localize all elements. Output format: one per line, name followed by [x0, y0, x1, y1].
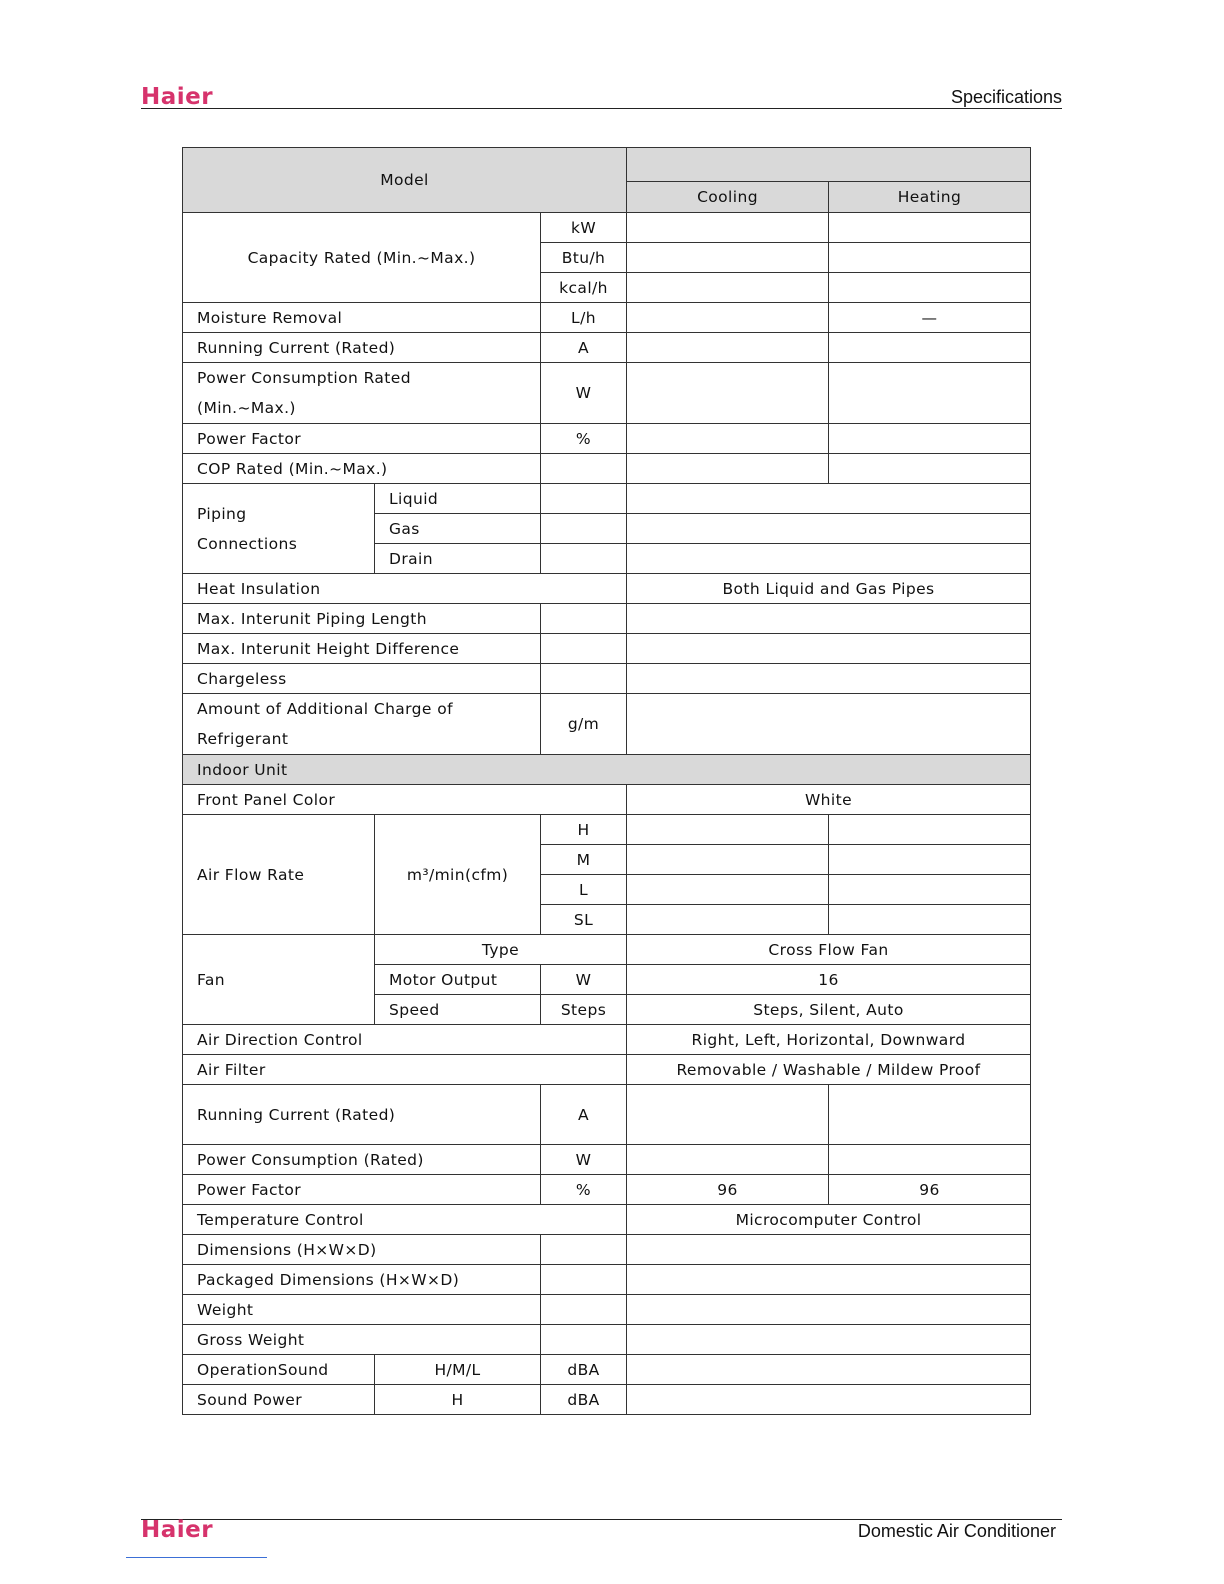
haier-logo-footer: Haier: [141, 1517, 214, 1543]
heating-value: —: [829, 303, 1031, 333]
unit-label: Steps: [541, 995, 627, 1025]
value-cell: [627, 514, 1031, 544]
value-cell: [627, 1385, 1031, 1415]
footer-title: Domestic Air Conditioner: [857, 1521, 1056, 1541]
sub-label: H: [375, 1385, 541, 1415]
unit-label: [541, 1325, 627, 1355]
row-label: Moisture Removal: [183, 303, 541, 333]
section-title: Specifications: [950, 87, 1062, 107]
row-label: Chargeless: [183, 664, 541, 694]
value-cell: [627, 544, 1031, 574]
value-cell: [627, 1265, 1031, 1295]
heating-value: [829, 905, 1031, 935]
table-row: [183, 1175, 1031, 1205]
row-label: Temperature Control: [183, 1205, 627, 1235]
row-label: Running Current (Rated): [183, 1085, 541, 1145]
sub-label: H/M/L: [375, 1355, 541, 1385]
unit-label: [541, 544, 627, 574]
row-label: OperationSound: [183, 1355, 375, 1385]
table-row: [183, 1325, 1031, 1355]
value-cell: [627, 634, 1031, 664]
unit-label: %: [541, 1175, 627, 1205]
row-label: Power Factor: [183, 424, 541, 454]
unit-label: %: [541, 424, 627, 454]
heating-value: [829, 363, 1031, 424]
row-label-line: (Min.~Max.): [197, 399, 296, 417]
cooling-value: [627, 273, 829, 303]
unit-label: [541, 1235, 627, 1265]
unit-label: [541, 1295, 627, 1325]
unit-label: [541, 634, 627, 664]
piping-item: Gas: [375, 514, 541, 544]
unit-label: W: [541, 363, 627, 424]
value-cell: Steps, Silent, Auto: [627, 995, 1031, 1025]
heating-header: Heating: [829, 182, 1031, 213]
unit-label: [541, 664, 627, 694]
table-row: [183, 604, 1031, 634]
table-row: [183, 574, 1031, 604]
cooling-value: 96: [627, 1175, 829, 1205]
heating-value: [829, 815, 1031, 845]
table-row: [183, 148, 1031, 182]
level-label: SL: [541, 905, 627, 935]
unit-label: dBA: [541, 1385, 627, 1415]
unit-label: kcal/h: [541, 273, 627, 303]
fan-motor-label: Motor Output: [375, 965, 541, 995]
heating-value: [829, 243, 1031, 273]
row-label: Weight: [183, 1295, 541, 1325]
cooling-value: [627, 243, 829, 273]
value-cell: [627, 1355, 1031, 1385]
row-label-line: Piping: [197, 504, 247, 523]
table-row: [183, 1205, 1031, 1235]
heating-value: [829, 1085, 1031, 1145]
value-cell: [627, 1295, 1031, 1325]
unit-label: [541, 484, 627, 514]
table-row: [183, 664, 1031, 694]
level-label: L: [541, 875, 627, 905]
model-label: Model: [183, 148, 627, 213]
fan-speed-label: Speed: [375, 995, 541, 1025]
heating-value: 96: [829, 1175, 1031, 1205]
value-cell: [627, 664, 1031, 694]
model-value: [627, 148, 1031, 182]
row-label: Air Filter: [183, 1055, 627, 1085]
heating-value: [829, 454, 1031, 484]
unit-label: [541, 514, 627, 544]
table-row: [183, 1385, 1031, 1415]
value-cell: [627, 484, 1031, 514]
fan-type-label: Type: [375, 935, 627, 965]
value-cell: [627, 1235, 1031, 1265]
spec-table: [182, 147, 1031, 1415]
cooling-value: [627, 333, 829, 363]
table-row: [183, 1235, 1031, 1265]
unit-label: L/h: [541, 303, 627, 333]
row-label: Power Factor: [183, 1175, 541, 1205]
unit-label: g/m: [541, 694, 627, 755]
header-rule: [141, 108, 1062, 109]
row-label: [183, 363, 541, 424]
row-label: Max. Interunit Piping Length: [183, 604, 541, 634]
table-row: [183, 1085, 1031, 1145]
heating-value: [829, 845, 1031, 875]
row-label: Dimensions (H×W×D): [183, 1235, 541, 1265]
value-cell: [627, 1325, 1031, 1355]
haier-logo: Haier: [141, 84, 214, 110]
table-row: [183, 1145, 1031, 1175]
footer-rule: [141, 1519, 1062, 1520]
row-label-line: Connections: [197, 534, 298, 553]
table-row: [183, 815, 1031, 845]
value-cell: 16: [627, 965, 1031, 995]
row-label: Heat Insulation: [183, 574, 627, 604]
cooling-value: [627, 845, 829, 875]
value-cell: Both Liquid and Gas Pipes: [627, 574, 1031, 604]
row-label: COP Rated (Min.~Max.): [183, 454, 541, 484]
table-row: [183, 454, 1031, 484]
unit-label: kW: [541, 213, 627, 243]
air-flow-label: Air Flow Rate: [183, 815, 375, 935]
row-label: Gross Weight: [183, 1325, 541, 1355]
heating-value: [829, 333, 1031, 363]
table-row: [183, 755, 1031, 785]
cooling-value: [627, 1085, 829, 1145]
table-row: [183, 1295, 1031, 1325]
footer-link-underline: [126, 1557, 267, 1558]
table-row: [183, 213, 1031, 243]
row-label: Sound Power: [183, 1385, 375, 1415]
table-row: [183, 424, 1031, 454]
capacity-label: Capacity Rated (Min.~Max.): [183, 213, 541, 303]
table-row: [183, 363, 1031, 424]
table-row: [183, 785, 1031, 815]
unit-label: Btu/h: [541, 243, 627, 273]
cooling-value: [627, 875, 829, 905]
heating-value: [829, 1145, 1031, 1175]
unit-label: [541, 604, 627, 634]
piping-item: Liquid: [375, 484, 541, 514]
heating-value: [829, 273, 1031, 303]
unit-label: W: [541, 965, 627, 995]
table-row: [183, 333, 1031, 363]
unit-label: [541, 454, 627, 484]
unit-label: W: [541, 1145, 627, 1175]
heating-value: [829, 424, 1031, 454]
table-row: [183, 303, 1031, 333]
row-label-line: Amount of Additional Charge of: [197, 700, 453, 718]
value-cell: [627, 694, 1031, 755]
cooling-value: [627, 363, 829, 424]
cooling-value: [627, 303, 829, 333]
value-cell: Microcomputer Control: [627, 1205, 1031, 1235]
level-label: M: [541, 845, 627, 875]
row-label: Power Consumption (Rated): [183, 1145, 541, 1175]
value-cell: Right, Left, Horizontal, Downward: [627, 1025, 1031, 1055]
unit-label: A: [541, 333, 627, 363]
indoor-unit-section: Indoor Unit: [183, 755, 1031, 785]
table-row: [183, 1025, 1031, 1055]
unit-label: A: [541, 1085, 627, 1145]
fan-label: Fan: [183, 935, 375, 1025]
cooling-value: [627, 213, 829, 243]
row-label: Packaged Dimensions (H×W×D): [183, 1265, 541, 1295]
table-row: [183, 1265, 1031, 1295]
table-row: [183, 1355, 1031, 1385]
unit-label: dBA: [541, 1355, 627, 1385]
row-label: Front Panel Color: [183, 785, 627, 815]
value-cell: Cross Flow Fan: [627, 935, 1031, 965]
row-label: Max. Interunit Height Difference: [183, 634, 541, 664]
heating-value: [829, 213, 1031, 243]
cooling-value: [627, 424, 829, 454]
level-label: H: [541, 815, 627, 845]
row-label-line: Refrigerant: [197, 730, 289, 748]
table-row: [183, 694, 1031, 755]
cooling-value: [627, 905, 829, 935]
table-row: [183, 634, 1031, 664]
row-label: [183, 694, 541, 755]
unit-label: [541, 1265, 627, 1295]
cooling-value: [627, 454, 829, 484]
heating-value: [829, 875, 1031, 905]
cooling-header: Cooling: [627, 182, 829, 213]
table-row: [183, 484, 1031, 514]
value-cell: Removable / Washable / Mildew Proof: [627, 1055, 1031, 1085]
cooling-value: [627, 815, 829, 845]
row-label: Air Direction Control: [183, 1025, 627, 1055]
row-label: Running Current (Rated): [183, 333, 541, 363]
row-label-line: Power Consumption Rated: [197, 369, 411, 387]
value-cell: White: [627, 785, 1031, 815]
piping-item: Drain: [375, 544, 541, 574]
air-flow-unit: m³/min(cfm): [375, 815, 541, 935]
value-cell: [627, 604, 1031, 634]
piping-label: [183, 484, 375, 574]
cooling-value: [627, 1145, 829, 1175]
table-row: [183, 1055, 1031, 1085]
table-row: [183, 935, 1031, 965]
